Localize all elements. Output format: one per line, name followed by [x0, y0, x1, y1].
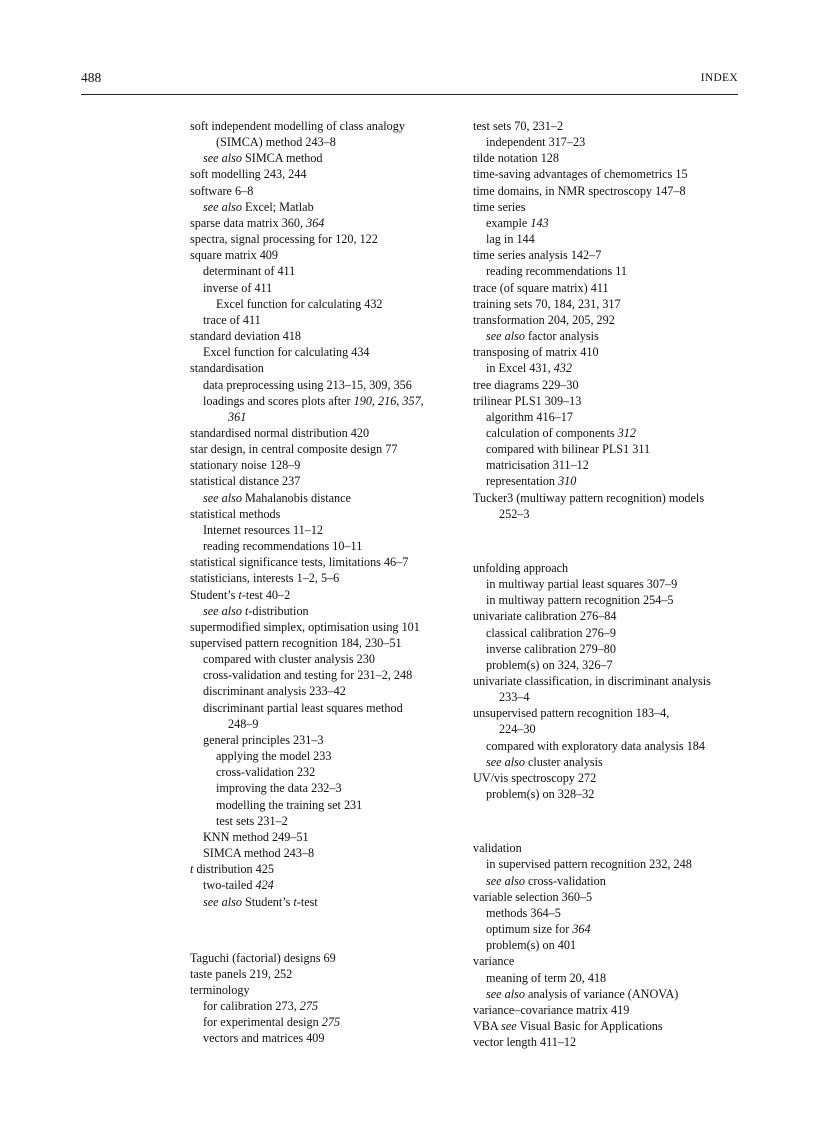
index-entry: soft modelling 243, 244 [190, 167, 307, 182]
index-subentry: matricisation 311–12 [486, 458, 589, 473]
index-subentry: for experimental design 275 [203, 1015, 341, 1030]
index-subentry: in supervised pattern recognition 232, 248 [486, 857, 692, 872]
index-column-right [473, 118, 743, 1050]
index-subentry: compared with exploratory data analysis 184 [486, 738, 705, 753]
index-entry: software 6–8 [190, 183, 254, 198]
index-entry: unfolding approach [473, 560, 569, 575]
index-subentry: methods 364–5 [486, 905, 561, 920]
index-subentry: in multiway partial least squares 307–9 [486, 577, 678, 592]
index-subsubentry: modelling the training set 231 [216, 797, 363, 812]
index-entry: transposing of matrix 410 [473, 345, 599, 360]
index-subsubentry: improving the data 232–3 [216, 781, 342, 796]
index-entry-continuation: 233–4 [499, 690, 530, 705]
index-subentry: general principles 231–3 [203, 732, 324, 747]
index-entry: variance–covariance matrix 419 [473, 1002, 630, 1017]
index-subentry: see also cluster analysis [486, 754, 603, 769]
index-subentry: in multiway pattern recognition 254–5 [486, 593, 674, 608]
index-subentry: in Excel 431, 432 [486, 361, 572, 376]
index-subentry: trace of 411 [203, 312, 261, 327]
index-entry: time domains, in NMR spectroscopy 147–8 [473, 183, 686, 198]
index-entry: validation [473, 841, 522, 856]
index-entry: Tucker3 (multiway pattern recognition) models [473, 490, 705, 505]
index-subentry: representation 310 [486, 474, 577, 489]
index-subentry: Excel function for calculating 434 [203, 345, 370, 360]
index-entry: statistical significance tests, limitations 46–7 [190, 555, 409, 570]
index-entry: standardisation [190, 361, 264, 376]
index-entry: sparse data matrix 360, 364 [190, 215, 325, 230]
index-subentry: see also SIMCA method [203, 151, 323, 166]
index-subentry: calculation of components 312 [486, 425, 636, 440]
index-subsubentry: Excel function for calculating 432 [216, 296, 383, 311]
index-entry: VBA see Visual Basic for Applications [473, 1018, 663, 1033]
letter-group-gap [190, 910, 452, 950]
index-subentry: algorithm 416–17 [486, 409, 573, 424]
index-entry: Student’s t-test 40–2 [190, 587, 291, 602]
index-subsubentry: test sets 231–2 [216, 813, 288, 828]
index-subentry: data preprocessing using 213–15, 309, 356 [203, 377, 412, 392]
index-subentry: optimum size for 364 [486, 922, 591, 937]
index-entry: statistical distance 237 [190, 474, 301, 489]
index-entry-continuation: (SIMCA) method 243–8 [216, 135, 336, 150]
index-entry: supervised pattern recognition 184, 230–51 [190, 636, 402, 650]
index-entry: standardised normal distribution 420 [190, 425, 370, 440]
index-entry: variable selection 360–5 [473, 889, 593, 904]
index-entry: soft independent modelling of class analogy [190, 119, 405, 133]
index-subentry: see also Mahalanobis distance [203, 490, 351, 505]
index-subentry: lag in 144 [486, 232, 535, 247]
index-subentry: problem(s) on 324, 326–7 [486, 657, 613, 672]
index-entry: trilinear PLS1 309–13 [473, 393, 582, 408]
index-subentry: problem(s) on 401 [486, 938, 577, 953]
index-column-left [190, 118, 452, 1047]
index-subentry: see also analysis of variance (ANOVA) [486, 986, 679, 1001]
index-subsubentry: applying the model 233 [216, 749, 332, 764]
index-subentry: Internet resources 11–12 [203, 522, 324, 537]
index-subentry: see also Student’s t-test [203, 894, 318, 909]
index-subsubentry: cross-validation 232 [216, 765, 316, 780]
index-entry: square matrix 409 [190, 248, 278, 263]
index-subentry: discriminant partial least squares method [203, 700, 403, 715]
index-entry: standard deviation 418 [190, 329, 302, 344]
index-subentry: independent 317–23 [486, 135, 586, 150]
index-subentry: see also cross-validation [486, 873, 606, 888]
running-head: INDEX [700, 72, 738, 84]
index-subentry: determinant of 411 [203, 264, 296, 279]
index-subentry: inverse calibration 279–80 [486, 641, 616, 656]
index-entry: taste panels 219, 252 [190, 966, 293, 981]
index-entry-continuation: 248–9 [228, 716, 259, 731]
index-subentry: cross-validation and testing for 231–2, 248 [203, 668, 413, 683]
index-entry: tilde notation 128 [473, 151, 559, 166]
index-entry: statisticians, interests 1–2, 5–6 [190, 571, 340, 586]
index-subentry: meaning of term 20, 418 [486, 970, 607, 985]
index-subentry: example 143 [486, 215, 549, 230]
index-subentry: problem(s) on 328–32 [486, 787, 595, 802]
index-entry: training sets 70, 184, 231, 317 [473, 296, 621, 311]
index-entry: time series [473, 199, 526, 214]
index-entry-continuation: 361 [228, 409, 247, 424]
index-entry: Taguchi (factorial) designs 69 [190, 950, 336, 965]
index-entry: time-saving advantages of chemometrics 15 [473, 167, 688, 182]
letter-group-gap [473, 802, 743, 840]
index-subentry: two-tailed 424 [203, 878, 274, 893]
index-subentry: classical calibration 276–9 [486, 625, 616, 640]
index-entry: trace (of square matrix) 411 [473, 280, 609, 295]
index-entry: star design, in central composite design 77 [190, 442, 398, 457]
index-entry: unsupervised pattern recognition 183–4, [473, 706, 670, 721]
page-number: 488 [81, 70, 102, 85]
index-subentry: SIMCA method 243–8 [203, 846, 315, 861]
index-subentry: reading recommendations 10–11 [203, 539, 363, 554]
index-entry: vector length 411–12 [473, 1035, 577, 1050]
index-entry: UV/vis spectroscopy 272 [473, 770, 597, 785]
index-entry: spectra, signal processing for 120, 122 [190, 232, 378, 247]
index-entry: univariate calibration 276–84 [473, 609, 617, 624]
index-entry: variance [473, 954, 515, 969]
index-entry: time series analysis 142–7 [473, 248, 602, 263]
index-subentry: vectors and matrices 409 [203, 1031, 325, 1046]
index-subentry: KNN method 249–51 [203, 829, 309, 844]
index-subentry: discriminant analysis 233–42 [203, 684, 346, 699]
index-entry-continuation: 224–30 [499, 722, 536, 737]
index-entry: supermodified simplex, optimisation using 101 [190, 619, 420, 634]
index-subentry: see also Excel; Matlab [203, 199, 314, 214]
index-entry: t distribution 425 [190, 862, 274, 877]
index-entry: statistical methods [190, 506, 281, 521]
index-entry: univariate classification, in discriminant analysis [473, 674, 711, 688]
index-entry: terminology [190, 982, 250, 997]
index-subentry: for calibration 273, 275 [203, 999, 319, 1014]
index-entry-continuation: 252–3 [499, 506, 530, 521]
index-subentry: see also t-distribution [203, 603, 309, 618]
index-subentry: inverse of 411 [203, 280, 273, 295]
index-subentry: compared with bilinear PLS1 311 [486, 442, 651, 457]
index-entry: stationary noise 128–9 [190, 458, 301, 473]
index-subentry: loadings and scores plots after 190, 216, 357, [203, 393, 424, 408]
header-rule [81, 94, 738, 95]
index-subentry: reading recommendations 11 [486, 264, 628, 279]
index-entry: transformation 204, 205, 292 [473, 312, 615, 327]
letter-group-gap [473, 522, 743, 560]
index-entry: tree diagrams 229–30 [473, 377, 579, 392]
index-subentry: compared with cluster analysis 230 [203, 652, 375, 667]
index-subentry: see also factor analysis [486, 329, 599, 344]
index-entry: test sets 70, 231–2 [473, 119, 564, 133]
